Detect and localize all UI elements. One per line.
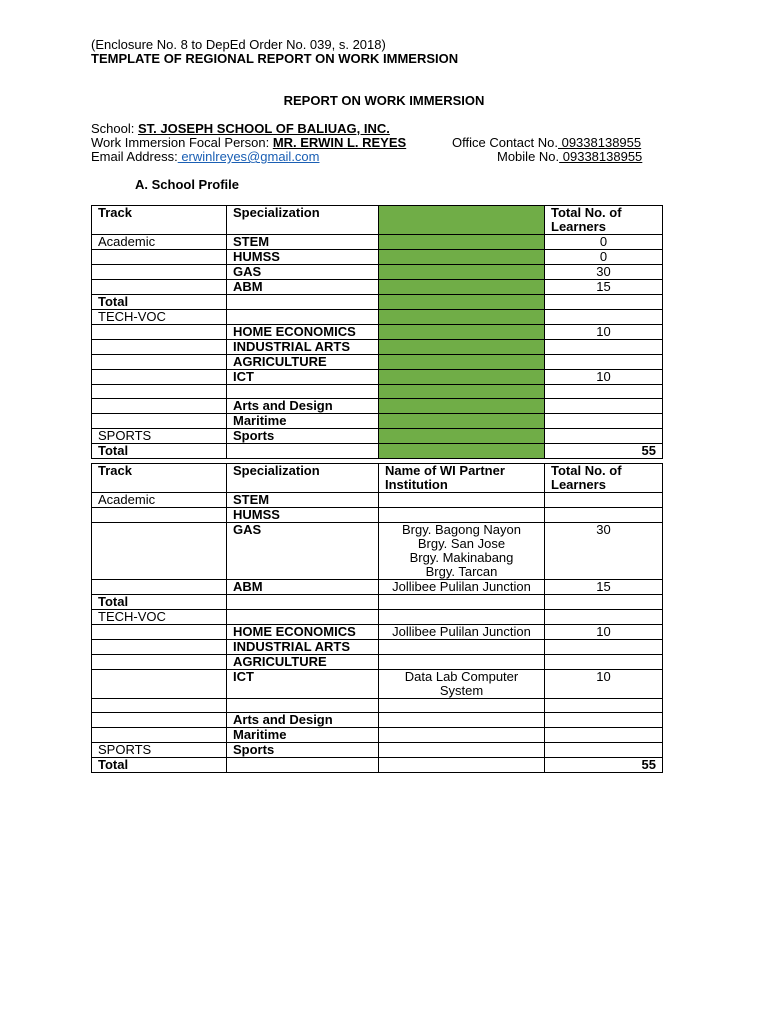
highlighted-cell <box>379 385 545 399</box>
track-cell <box>92 265 227 280</box>
highlighted-cell <box>379 280 545 295</box>
table-row <box>92 580 663 595</box>
track-cell <box>92 280 227 295</box>
specialization-cell: Arts and Design <box>227 399 379 414</box>
track-cell: Academic <box>92 493 227 508</box>
specialization-cell <box>227 310 379 325</box>
track-cell: Total <box>92 295 227 310</box>
specialization-cell: Maritime <box>227 728 379 743</box>
table-row <box>92 325 663 340</box>
partner-institution-line: Jollibee Pulilan Junction <box>392 624 531 639</box>
track-cell <box>92 580 227 595</box>
table-row <box>92 399 663 414</box>
total-learners-cell: 55 <box>545 758 663 773</box>
track-cell <box>92 355 227 370</box>
office-contact-line <box>452 136 641 150</box>
partner-institution-cell <box>379 508 545 523</box>
track-cell: Academic <box>92 235 227 250</box>
table-row <box>92 370 663 385</box>
specialization-cell: Sports <box>227 743 379 758</box>
section-school-profile: A. School Profile <box>135 177 240 192</box>
partner-institution-cell <box>379 625 545 640</box>
table-header-row <box>92 206 663 235</box>
track-cell <box>92 370 227 385</box>
partner-institution-line: Brgy. Bagong Nayon <box>402 522 521 537</box>
total-learners-cell <box>545 743 663 758</box>
highlighted-cell <box>379 444 545 459</box>
track-cell <box>92 713 227 728</box>
highlighted-cell <box>379 250 545 265</box>
highlighted-cell <box>379 310 545 325</box>
total-learners-cell <box>545 399 663 414</box>
track-cell <box>92 414 227 429</box>
specialization-cell: AGRICULTURE <box>227 355 379 370</box>
table-row <box>92 625 663 640</box>
total-learners-cell: 30 <box>545 523 663 580</box>
specialization-cell <box>227 699 379 713</box>
specialization-cell: ABM <box>227 280 379 295</box>
table-row <box>92 595 663 610</box>
highlighted-cell <box>379 340 545 355</box>
partner-institution-line: Brgy. Tarcan <box>425 564 498 579</box>
header-partner-institution: Name of WI Partner Institution <box>379 464 545 493</box>
total-learners-cell: 55 <box>545 444 663 459</box>
total-learners-cell <box>545 414 663 429</box>
table-row <box>92 508 663 523</box>
table-row <box>92 235 663 250</box>
table-row <box>92 385 663 399</box>
header-total-learners: Total No. of Learners <box>545 206 663 235</box>
track-cell <box>92 640 227 655</box>
specialization-cell: STEM <box>227 235 379 250</box>
track-cell <box>92 508 227 523</box>
partner-institution-cell <box>379 699 545 713</box>
table-row <box>92 713 663 728</box>
school-profile-table <box>91 205 663 459</box>
total-learners-cell <box>545 295 663 310</box>
track-cell <box>92 340 227 355</box>
specialization-cell: Maritime <box>227 414 379 429</box>
partner-institution-cell <box>379 728 545 743</box>
highlighted-cell <box>379 235 545 250</box>
total-learners-cell: 10 <box>545 670 663 699</box>
table-row <box>92 280 663 295</box>
school-name: ST. JOSEPH SCHOOL OF BALIUAG, INC. <box>137 121 390 136</box>
header-total-learners: Total No. of Learners <box>545 464 663 493</box>
track-cell <box>92 250 227 265</box>
total-learners-cell <box>545 493 663 508</box>
partner-institution-cell <box>379 670 545 699</box>
header-specialization: Specialization <box>227 464 379 493</box>
table-row <box>92 493 663 508</box>
header-track: Track <box>92 206 227 235</box>
track-cell <box>92 399 227 414</box>
enclosure-note: (Enclosure No. 8 to DepEd Order No. 039, s. 2018) <box>91 37 386 52</box>
track-cell: TECH-VOC <box>92 310 227 325</box>
specialization-cell <box>227 595 379 610</box>
track-cell: SPORTS <box>92 743 227 758</box>
table-row <box>92 699 663 713</box>
specialization-cell: GAS <box>227 265 379 280</box>
partner-institution-cell <box>379 580 545 595</box>
specialization-cell: HOME ECONOMICS <box>227 325 379 340</box>
total-learners-cell: 0 <box>545 235 663 250</box>
header-specialization: Specialization <box>227 206 379 235</box>
specialization-cell: HOME ECONOMICS <box>227 625 379 640</box>
total-learners-cell: 30 <box>545 265 663 280</box>
table-row <box>92 610 663 625</box>
total-learners-cell <box>545 340 663 355</box>
table-row <box>92 265 663 280</box>
table-row <box>92 655 663 670</box>
header-highlighted-blank <box>379 206 545 235</box>
specialization-cell <box>227 385 379 399</box>
highlighted-cell <box>379 399 545 414</box>
total-learners-cell <box>545 699 663 713</box>
total-learners-cell: 15 <box>545 580 663 595</box>
total-learners-cell <box>545 713 663 728</box>
office-contact-number: 09338138955 <box>557 135 642 150</box>
specialization-cell: ICT <box>227 370 379 385</box>
total-learners-cell <box>545 385 663 399</box>
specialization-cell: ABM <box>227 580 379 595</box>
total-learners-cell <box>545 355 663 370</box>
partner-institution-cell <box>379 640 545 655</box>
highlighted-cell <box>379 429 545 444</box>
table-row <box>92 728 663 743</box>
specialization-cell: INDUSTRIAL ARTS <box>227 640 379 655</box>
track-cell: Total <box>92 758 227 773</box>
track-cell: TECH-VOC <box>92 610 227 625</box>
focal-person-label: Work Immersion Focal Person: <box>91 135 273 150</box>
table-row <box>92 340 663 355</box>
specialization-cell <box>227 758 379 773</box>
partner-institution-table <box>91 463 663 773</box>
partner-institution-cell <box>379 743 545 758</box>
track-cell: Total <box>92 444 227 459</box>
specialization-cell: GAS <box>227 523 379 580</box>
office-contact-label: Office Contact No. <box>452 135 558 150</box>
partner-institution-cell <box>379 493 545 508</box>
track-cell <box>92 699 227 713</box>
total-learners-cell <box>545 508 663 523</box>
specialization-cell: INDUSTRIAL ARTS <box>227 340 379 355</box>
specialization-cell <box>227 295 379 310</box>
track-cell <box>92 385 227 399</box>
highlighted-cell <box>379 325 545 340</box>
table-header-row <box>92 464 663 493</box>
table-row <box>92 670 663 699</box>
track-cell <box>92 655 227 670</box>
specialization-cell: ICT <box>227 670 379 699</box>
partner-institution-cell <box>379 758 545 773</box>
total-learners-cell <box>545 655 663 670</box>
total-learners-cell <box>545 640 663 655</box>
table-row <box>92 310 663 325</box>
report-title: REPORT ON WORK IMMERSION <box>283 93 485 108</box>
table-row <box>92 429 663 444</box>
highlighted-cell <box>379 414 545 429</box>
total-learners-cell <box>545 429 663 444</box>
partner-institution-line: Jollibee Pulilan Junction <box>392 579 531 594</box>
table-row <box>92 640 663 655</box>
table-row <box>92 758 663 773</box>
specialization-cell <box>227 610 379 625</box>
table-row <box>92 355 663 370</box>
highlighted-cell <box>379 295 545 310</box>
focal-person-name: MR. ERWIN L. REYES <box>272 135 407 150</box>
specialization-cell: STEM <box>227 493 379 508</box>
track-cell <box>92 728 227 743</box>
track-cell <box>92 325 227 340</box>
partner-institution-line: Brgy. Makinabang <box>409 550 514 565</box>
partner-institution-cell <box>379 595 545 610</box>
partner-institution-cell <box>379 523 545 580</box>
specialization-cell: HUMSS <box>227 508 379 523</box>
partner-institution-line: Brgy. San Jose <box>417 536 506 551</box>
total-learners-cell: 10 <box>545 625 663 640</box>
track-cell: SPORTS <box>92 429 227 444</box>
school-line <box>91 122 390 136</box>
email-label: Email Address: <box>91 149 178 164</box>
header-track: Track <box>92 464 227 493</box>
track-cell <box>92 523 227 580</box>
email-link[interactable]: erwinlreyes@gmail.com <box>177 149 320 164</box>
track-cell <box>92 625 227 640</box>
mobile-number: 09338138955 <box>559 149 643 164</box>
partner-institution-line: Data Lab Computer <box>404 669 519 684</box>
template-title: TEMPLATE OF REGIONAL REPORT ON WORK IMMERSION <box>91 51 459 66</box>
mobile-label: Mobile No. <box>497 149 560 164</box>
highlighted-cell <box>379 355 545 370</box>
specialization-cell: Arts and Design <box>227 713 379 728</box>
table-row <box>92 250 663 265</box>
table-row <box>92 295 663 310</box>
school-label: School: <box>91 121 138 136</box>
partner-institution-cell <box>379 713 545 728</box>
total-learners-cell: 15 <box>545 280 663 295</box>
specialization-cell: HUMSS <box>227 250 379 265</box>
track-cell: Total <box>92 595 227 610</box>
total-learners-cell <box>545 310 663 325</box>
table-row <box>92 523 663 580</box>
email-line <box>91 150 320 164</box>
total-learners-cell <box>545 728 663 743</box>
mobile-line <box>497 150 642 164</box>
total-learners-cell: 0 <box>545 250 663 265</box>
total-learners-cell <box>545 595 663 610</box>
highlighted-cell <box>379 265 545 280</box>
highlighted-cell <box>379 370 545 385</box>
total-learners-cell: 10 <box>545 370 663 385</box>
partner-institution-line: System <box>439 683 484 698</box>
total-learners-cell <box>545 610 663 625</box>
track-cell <box>92 670 227 699</box>
specialization-cell: Sports <box>227 429 379 444</box>
specialization-cell <box>227 444 379 459</box>
specialization-cell: AGRICULTURE <box>227 655 379 670</box>
focal-person-line <box>91 136 406 150</box>
total-learners-cell: 10 <box>545 325 663 340</box>
table-row <box>92 743 663 758</box>
partner-institution-cell <box>379 655 545 670</box>
table-row <box>92 444 663 459</box>
partner-institution-cell <box>379 610 545 625</box>
table-row <box>92 414 663 429</box>
